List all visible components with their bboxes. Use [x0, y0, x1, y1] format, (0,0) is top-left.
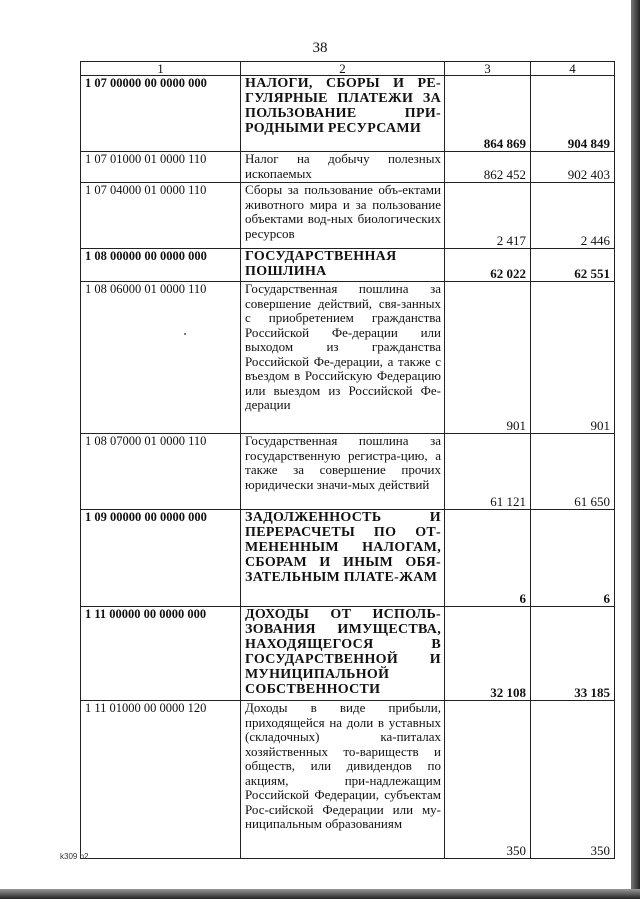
row-name: ДОХОДЫ ОТ ИСПОЛЬ-ЗОВАНИЯ ИМУЩЕСТВА, НАХОДЯЩЕГОСЯ В ГОСУДАРСТВЕННОЙ И МУНИЦИПАЛЬНОЙ СОБСТВЕННОСТИ [241, 607, 445, 701]
column-header-2: 2 [241, 62, 445, 76]
table-row [81, 76, 615, 152]
table-row [81, 434, 615, 510]
column-header-1: 1 [81, 62, 241, 76]
row-name: НАЛОГИ, СБОРЫ И РЕ-ГУЛЯРНЫЕ ПЛАТЕЖИ ЗА ПОЛЬЗОВАНИЕ ПРИ-РОДНЫМИ РЕСУРСАМИ [241, 76, 445, 152]
row-name: Налог на добычу полезных ископаемых [241, 152, 445, 183]
table-row [81, 152, 615, 183]
row-code: 1 08 06000 01 0000 110 [81, 282, 241, 434]
row-value-col3: 2 417 [445, 183, 531, 249]
row-value-col3: 61 121 [445, 434, 531, 510]
row-value-col3: 62 022 [445, 249, 531, 282]
column-header-4: 4 [531, 62, 615, 76]
row-value-col3: 350 [445, 701, 531, 859]
row-value-col4: 2 446 [531, 183, 615, 249]
row-value-col3: 864 869 [445, 76, 531, 152]
table-row [81, 249, 615, 282]
row-value-col4: 901 [531, 282, 615, 434]
document-footer-code: k309 h2 [60, 852, 89, 861]
row-code: 1 07 00000 00 0000 000 [81, 76, 241, 152]
row-code: 1 11 01000 00 0000 120 [81, 701, 241, 859]
row-value-col4: 902 403 [531, 152, 615, 183]
row-value-col3: 6 [445, 510, 531, 607]
row-value-col4: 62 551 [531, 249, 615, 282]
page-number: 38 [312, 40, 328, 56]
table-row [81, 701, 615, 859]
row-code: 1 08 07000 01 0000 110 [81, 434, 241, 510]
row-value-col4: 6 [531, 510, 615, 607]
row-name: ЗАДОЛЖЕННОСТЬ И ПЕРЕРАСЧЕТЫ ПО ОТ-МЕНЕННЫМ НАЛОГАМ, СБОРАМ И ИНЫМ ОБЯ-ЗАТЕЛЬНЫМ ПЛАТЕ-ЖАМ [241, 510, 445, 607]
row-name: ГОСУДАРСТВЕННАЯ ПОШЛИНА [241, 249, 445, 282]
table-header-row [81, 62, 615, 76]
row-value-col4: 904 849 [531, 76, 615, 152]
table-row [81, 183, 615, 249]
table-row [81, 607, 615, 701]
row-value-col3: 862 452 [445, 152, 531, 183]
row-code: 1 09 00000 00 0000 000 [81, 510, 241, 607]
row-name: Доходы в виде прибыли, приходящейся на доли в уставных (складочных) ка-питалах хозяйственных то-вариществ и обществ, или дивидендов по акциям, при-надлежащим Российской Федерации, субъектам Рос-сийской Федерации или му-ниципальным образованиям [241, 701, 445, 859]
column-header-3: 3 [445, 62, 531, 76]
row-name: Государственная пошлина за государственную регистра-цию, а также за совершение прочих юридически значи-мых действий [241, 434, 445, 510]
row-value-col4: 61 650 [531, 434, 615, 510]
scan-edge-right [631, 0, 640, 899]
row-code: 1 08 00000 00 0000 000 [81, 249, 241, 282]
row-value-col3: 32 108 [445, 607, 531, 701]
row-code: 1 11 00000 00 0000 000 [81, 607, 241, 701]
scan-speck [184, 333, 186, 335]
table-row [81, 510, 615, 607]
row-value-col4: 350 [531, 701, 615, 859]
row-name: Государственная пошлина за совершение действий, свя-занных с приобретением гражданства Российской Фе-дерации или выходом из гражданства Российской Фе-дерации, а также с въездом в Российскую Федерацию или выездом из Российской Фе-дерации [241, 282, 445, 434]
row-value-col3: 901 [445, 282, 531, 434]
row-value-col4: 33 185 [531, 607, 615, 701]
row-code: 1 07 01000 01 0000 110 [81, 152, 241, 183]
row-code: 1 07 04000 01 0000 110 [81, 183, 241, 249]
row-name: Сборы за пользование объ-ектами животного мира и за пользование объектами вод-ных биологических ресурсов [241, 183, 445, 249]
table-row [81, 282, 615, 434]
budget-revenue-table [80, 61, 615, 859]
scan-edge-bottom [0, 889, 640, 899]
